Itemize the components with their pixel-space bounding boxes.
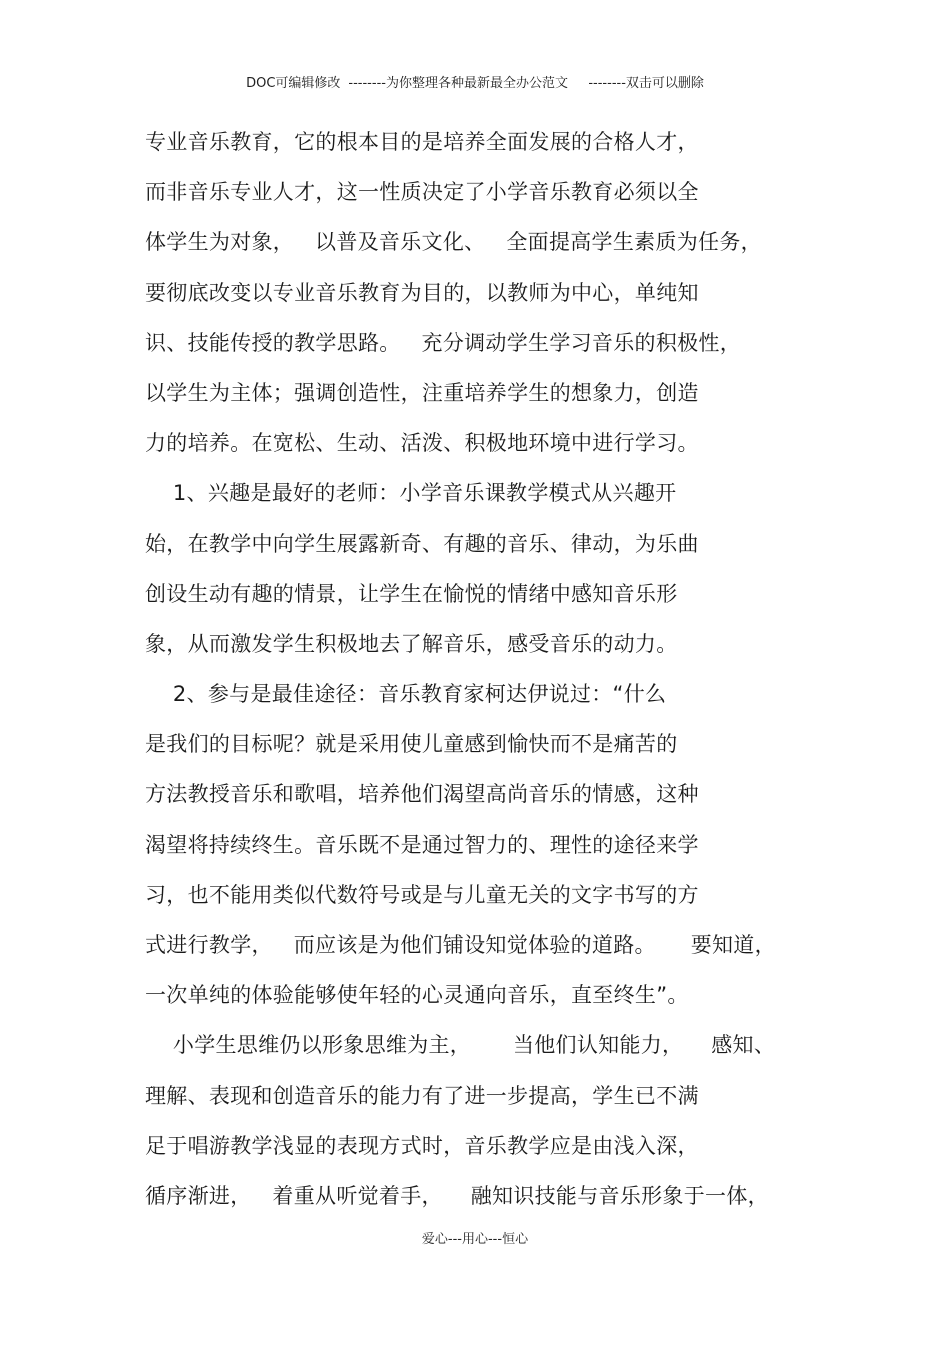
- text-line: 象，从而激发学生积极地去了解音乐，感受音乐的动力。: [145, 631, 678, 656]
- text-line: 体学生为对象， 以普及音乐文化、 全面提高学生素质为任务，: [145, 230, 762, 255]
- text-line: 循序渐进， 着重从听觉着手， 融知识技能与音乐形象于一体，: [145, 1183, 769, 1208]
- document-body: [145, 122, 825, 1226]
- page-footer: 爱心---用心---恒心: [421, 1232, 529, 1247]
- text-line: 1、兴趣是最好的老师：小学音乐课教学模式从兴趣开: [145, 481, 677, 506]
- text-line: 小学生思维仍以形象思维为主， 当他们认知能力， 感知、: [145, 1033, 776, 1058]
- text-line: 2、参与是最佳途径：音乐教育家柯达伊说过：“什么: [145, 682, 667, 707]
- header-left: DOC可编辑修改: [246, 76, 341, 91]
- text-line: 力的培养。在宽松、生动、活泼、积极地环境中进行学习。: [145, 431, 699, 456]
- text-line: 是我们的目标呢？就是采用使儿童感到愉快而不是痛苦的: [145, 732, 678, 757]
- text-line: 理解、表现和创造音乐的能力有了进一步提高，学生已不满: [145, 1083, 699, 1108]
- text-line: 习，也不能用类似代数符号或是与儿童无关的文字书写的方: [145, 882, 699, 907]
- text-line: 一次单纯的体验能够使年轻的心灵通向音乐，直至终生”。: [145, 983, 689, 1008]
- header-middle: --------为你整理各种最新最全办公范文: [348, 76, 568, 91]
- text-line: 足于唱游教学浅显的表现方式时，音乐教学应是由浅入深，: [145, 1133, 699, 1158]
- text-line: 创设生动有趣的情景，让学生在愉悦的情绪中感知音乐形: [145, 581, 678, 606]
- header-right: --------双击可以删除: [588, 76, 704, 91]
- text-line: 渴望将持续终生。音乐既不是通过智力的、理性的途径来学: [145, 832, 699, 857]
- text-line: 专业音乐教育，它的根本目的是培养全面发展的合格人才，: [145, 130, 699, 154]
- text-line: 方法教授音乐和歌唱，培养他们渴望高尚音乐的情感，这种: [145, 782, 699, 807]
- text-line: 要彻底改变以专业音乐教育为目的，以教师为中心，单纯知: [145, 280, 699, 305]
- text-line: 以学生为主体；强调创造性，注重培养学生的想象力，创造: [145, 380, 699, 405]
- text-line: 始，在教学中向学生展露新奇、有趣的音乐、律动，为乐曲: [145, 531, 699, 556]
- text-line: 式进行教学， 而应该是为他们铺设知觉体验的道路。 要知道，: [145, 933, 776, 957]
- page-header: [0, 72, 950, 91]
- text-line: 而非音乐专业人才，这一性质决定了小学音乐教育必须以全: [145, 180, 699, 205]
- text-line: 识、技能传授的教学思路。 充分调动学生学习音乐的积极性，: [145, 330, 742, 355]
